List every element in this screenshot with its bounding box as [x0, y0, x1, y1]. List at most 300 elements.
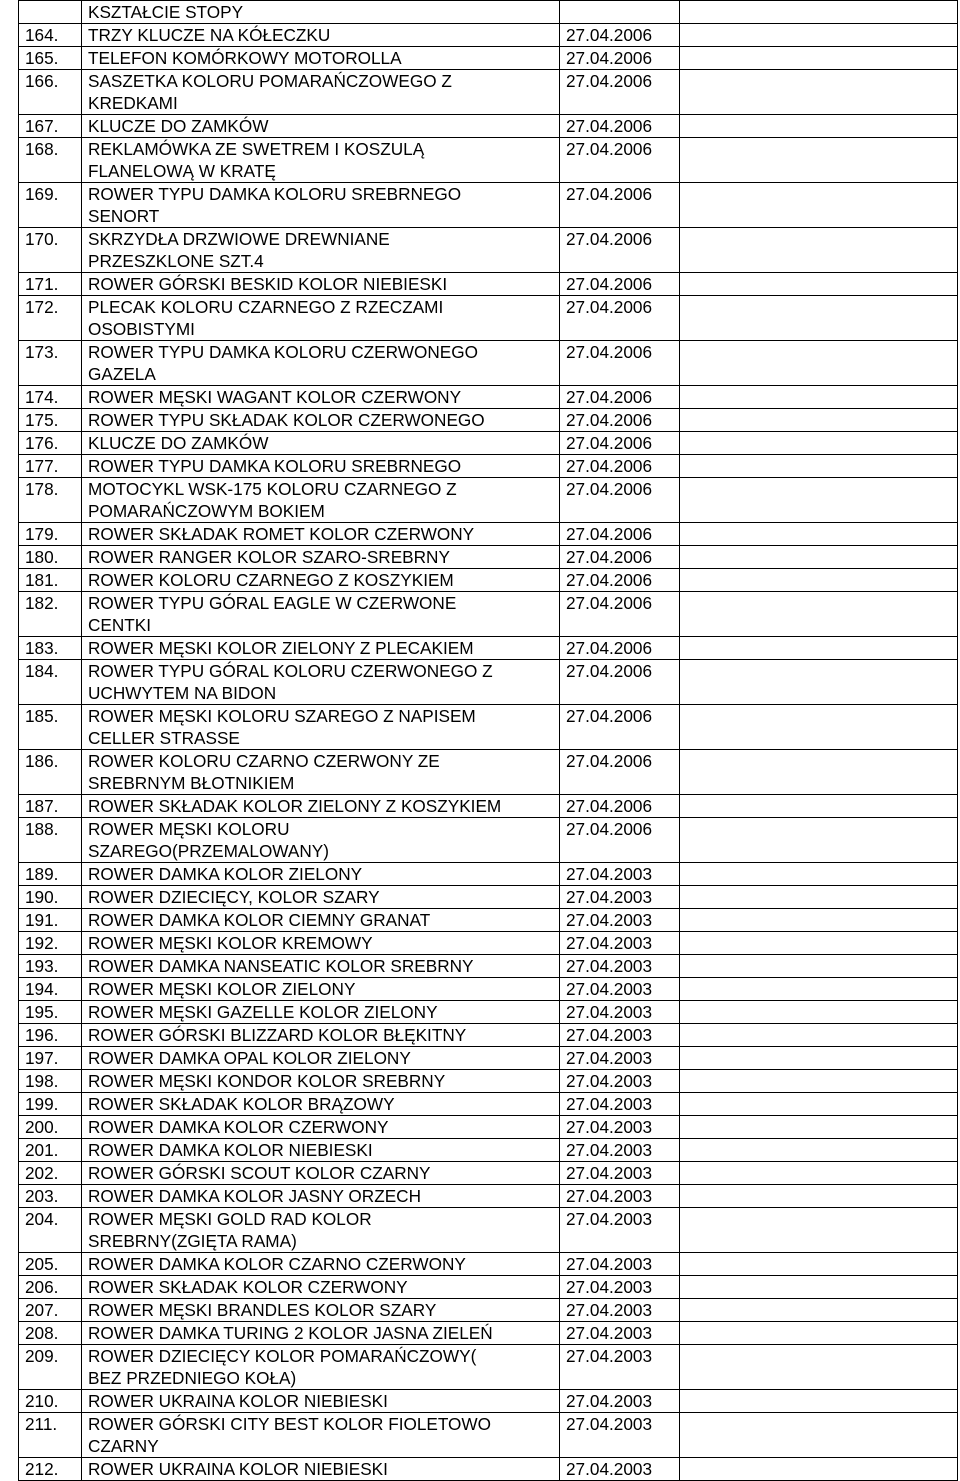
item-extra — [680, 273, 958, 296]
item-description — [82, 1162, 560, 1185]
table-row — [19, 455, 958, 478]
item-number: 170. — [19, 228, 82, 273]
item-description-line: ROWER TYPU DAMKA KOLORU SREBRNEGO — [88, 456, 462, 476]
item-extra — [680, 455, 958, 478]
table-row — [19, 978, 958, 1001]
item-date: 27.04.2006 — [560, 115, 680, 138]
item-description-line: ROWER GÓRSKI BLIZZARD KOLOR BŁĘKITNY — [88, 1025, 467, 1045]
item-date: 27.04.2006 — [560, 341, 680, 386]
item-date: 27.04.2006 — [560, 138, 680, 183]
item-extra — [680, 432, 958, 455]
item-description-line: GAZELA — [88, 364, 156, 384]
item-description — [82, 432, 560, 455]
item-description-line: ROWER GÓRSKI SCOUT KOLOR CZARNY — [88, 1163, 431, 1183]
item-number: 191. — [19, 909, 82, 932]
item-description-line: ROWER MĘSKI KOLORU SZAREGO Z NAPISEM — [88, 706, 476, 726]
table-row — [19, 1208, 958, 1253]
item-description — [82, 1322, 560, 1345]
item-description-line: ROWER GÓRSKI CITY BEST KOLOR FIOLETOWO — [88, 1414, 492, 1434]
table-row — [19, 569, 958, 592]
table-row — [19, 637, 958, 660]
item-number: 208. — [19, 1322, 82, 1345]
item-description-line: TRZY KLUCZE NA KÓŁECZKU — [88, 25, 331, 45]
item-number: 185. — [19, 705, 82, 750]
item-description — [82, 1093, 560, 1116]
table-row — [19, 955, 958, 978]
item-date: 27.04.2003 — [560, 1047, 680, 1070]
item-number: 179. — [19, 523, 82, 546]
item-extra — [680, 660, 958, 705]
item-description-line: POMARAŃCZOWYM BOKIEM — [88, 501, 325, 521]
item-number: 171. — [19, 273, 82, 296]
item-number: 180. — [19, 546, 82, 569]
item-extra — [680, 637, 958, 660]
table-row — [19, 1024, 958, 1047]
item-number: 196. — [19, 1024, 82, 1047]
item-description-line: ROWER DZIECIĘCY, KOLOR SZARY — [88, 887, 380, 907]
item-description-line: UCHWYTEM NA BIDON — [88, 683, 277, 703]
item-description — [82, 1345, 560, 1390]
item-number: 192. — [19, 932, 82, 955]
item-extra — [680, 478, 958, 523]
item-description-line: SREBRNY(ZGIĘTA RAMA) — [88, 1231, 297, 1251]
header-row — [19, 1, 958, 24]
item-description-line: CZARNY — [88, 1436, 159, 1456]
item-extra — [680, 932, 958, 955]
table-row — [19, 432, 958, 455]
item-description — [82, 455, 560, 478]
item-number: 177. — [19, 455, 82, 478]
item-number: 190. — [19, 886, 82, 909]
item-date: 27.04.2003 — [560, 1001, 680, 1024]
item-date: 27.04.2003 — [560, 1093, 680, 1116]
item-extra — [680, 409, 958, 432]
item-number: 211. — [19, 1413, 82, 1458]
item-date: 27.04.2003 — [560, 1322, 680, 1345]
item-number: 188. — [19, 818, 82, 863]
header-date-cell — [560, 1, 680, 24]
item-date: 27.04.2006 — [560, 70, 680, 115]
item-date: 27.04.2003 — [560, 1299, 680, 1322]
item-description-line: ROWER MĘSKI KOLORU — [88, 819, 290, 839]
item-number: 210. — [19, 1390, 82, 1413]
item-date: 27.04.2006 — [560, 432, 680, 455]
item-date: 27.04.2003 — [560, 886, 680, 909]
item-extra — [680, 955, 958, 978]
table-row — [19, 546, 958, 569]
item-description-line: KLUCZE DO ZAMKÓW — [88, 116, 269, 136]
item-description-line: ROWER TYPU DAMKA KOLORU SREBRNEGO — [88, 184, 462, 204]
item-description-line: PRZESZKLONE SZT.4 — [88, 251, 264, 271]
item-description — [82, 637, 560, 660]
table-row — [19, 1185, 958, 1208]
table-row — [19, 1070, 958, 1093]
item-extra — [680, 978, 958, 1001]
item-date: 27.04.2006 — [560, 660, 680, 705]
item-description — [82, 386, 560, 409]
item-description — [82, 932, 560, 955]
item-date: 27.04.2006 — [560, 592, 680, 637]
item-number: 178. — [19, 478, 82, 523]
item-extra — [680, 1253, 958, 1276]
item-extra — [680, 1458, 958, 1481]
item-extra — [680, 1390, 958, 1413]
item-number: 193. — [19, 955, 82, 978]
item-description-line: FLANELOWĄ W KRATĘ — [88, 161, 276, 181]
item-extra — [680, 341, 958, 386]
item-description — [82, 228, 560, 273]
item-extra — [680, 909, 958, 932]
item-date: 27.04.2003 — [560, 909, 680, 932]
item-date: 27.04.2003 — [560, 1185, 680, 1208]
table-row — [19, 705, 958, 750]
item-description-line: ROWER DAMKA TURING 2 KOLOR JASNA ZIELEŃ — [88, 1323, 493, 1343]
table-row — [19, 1390, 958, 1413]
item-description — [82, 1070, 560, 1093]
item-description — [82, 1458, 560, 1481]
table-row — [19, 1162, 958, 1185]
item-date: 27.04.2003 — [560, 1458, 680, 1481]
item-number: 202. — [19, 1162, 82, 1185]
item-description — [82, 273, 560, 296]
item-extra — [680, 1024, 958, 1047]
item-number: 207. — [19, 1299, 82, 1322]
item-description-line: ROWER KOLORU CZARNEGO Z KOSZYKIEM — [88, 570, 454, 590]
item-number: 172. — [19, 296, 82, 341]
item-date: 27.04.2006 — [560, 478, 680, 523]
item-date: 27.04.2003 — [560, 1413, 680, 1458]
item-number: 168. — [19, 138, 82, 183]
item-description-line: ROWER DAMKA KOLOR JASNY ORZECH — [88, 1186, 421, 1206]
item-description-line: ROWER TYPU DAMKA KOLORU CZERWONEGO — [88, 342, 478, 362]
item-date: 27.04.2006 — [560, 273, 680, 296]
item-extra — [680, 386, 958, 409]
item-description-line: PLECAK KOLORU CZARNEGO Z RZECZAMI — [88, 297, 444, 317]
item-description — [82, 1047, 560, 1070]
item-description — [82, 138, 560, 183]
item-description-line: ROWER RANGER KOLOR SZARO-SREBRNY — [88, 547, 450, 567]
table-row — [19, 1093, 958, 1116]
item-description — [82, 523, 560, 546]
item-description-line: SZAREGO(PRZEMALOWANY) — [88, 841, 329, 861]
item-date: 27.04.2003 — [560, 978, 680, 1001]
item-number: 189. — [19, 863, 82, 886]
item-description — [82, 795, 560, 818]
item-description — [82, 818, 560, 863]
item-extra — [680, 886, 958, 909]
item-description-line: ROWER TYPU GÓRAL KOLORU CZERWONEGO Z — [88, 661, 493, 681]
item-description-line: ROWER TYPU GÓRAL EAGLE W CZERWONE — [88, 593, 457, 613]
item-description-line: TELEFON KOMÓRKOWY MOTOROLLA — [88, 48, 402, 68]
item-number: 174. — [19, 386, 82, 409]
item-number: 173. — [19, 341, 82, 386]
table-row — [19, 1458, 958, 1481]
table-row — [19, 24, 958, 47]
item-description-line: ROWER DAMKA KOLOR ZIELONY — [88, 864, 363, 884]
item-description — [82, 1139, 560, 1162]
item-extra — [680, 1093, 958, 1116]
item-number: 183. — [19, 637, 82, 660]
item-description — [82, 24, 560, 47]
header-title-cell: KSZTAŁCIE STOPY — [82, 1, 560, 24]
items-table — [18, 0, 958, 1481]
item-number: 204. — [19, 1208, 82, 1253]
item-extra — [680, 1116, 958, 1139]
item-description — [82, 115, 560, 138]
table-row — [19, 1322, 958, 1345]
item-description — [82, 569, 560, 592]
item-number: 212. — [19, 1458, 82, 1481]
item-description-line: SENORT — [88, 206, 160, 226]
item-number: 164. — [19, 24, 82, 47]
item-description — [82, 863, 560, 886]
table-row — [19, 909, 958, 932]
table-row — [19, 1413, 958, 1458]
item-extra — [680, 1185, 958, 1208]
item-extra — [680, 546, 958, 569]
table-row — [19, 1345, 958, 1390]
item-description — [82, 660, 560, 705]
table-row — [19, 341, 958, 386]
item-description-line: ROWER MĘSKI KOLOR KREMOWY — [88, 933, 373, 953]
item-description-line: ROWER DZIECIĘCY KOLOR POMARAŃCZOWY( — [88, 1346, 477, 1366]
item-description — [82, 409, 560, 432]
item-date: 27.04.2003 — [560, 1390, 680, 1413]
item-extra — [680, 1322, 958, 1345]
item-extra — [680, 818, 958, 863]
item-description-line: ROWER UKRAINA KOLOR NIEBIESKI — [88, 1391, 388, 1411]
item-date: 27.04.2006 — [560, 705, 680, 750]
item-description-line: SKRZYDŁA DRZWIOWE DREWNIANE — [88, 229, 390, 249]
item-description-line: ROWER DAMKA KOLOR NIEBIESKI — [88, 1140, 373, 1160]
item-extra — [680, 115, 958, 138]
item-number: 201. — [19, 1139, 82, 1162]
item-number: 175. — [19, 409, 82, 432]
table-row — [19, 409, 958, 432]
header-extra-cell — [680, 1, 958, 24]
item-extra — [680, 569, 958, 592]
table-row — [19, 138, 958, 183]
item-description — [82, 978, 560, 1001]
item-extra — [680, 1276, 958, 1299]
item-description-line: ROWER GÓRSKI BESKID KOLOR NIEBIESKI — [88, 274, 448, 294]
item-description-line: CENTKI — [88, 615, 152, 635]
item-number: 184. — [19, 660, 82, 705]
item-date: 27.04.2006 — [560, 818, 680, 863]
item-description — [82, 478, 560, 523]
item-description — [82, 955, 560, 978]
item-date: 27.04.2006 — [560, 455, 680, 478]
item-extra — [680, 1070, 958, 1093]
item-description-line: SASZETKA KOLORU POMARAŃCZOWEGO Z — [88, 71, 452, 91]
item-date: 27.04.2006 — [560, 569, 680, 592]
item-extra — [680, 750, 958, 795]
table-row — [19, 1116, 958, 1139]
item-date: 27.04.2006 — [560, 546, 680, 569]
item-extra — [680, 1208, 958, 1253]
item-description-line: CELLER STRASSE — [88, 728, 240, 748]
item-description-line: ROWER UKRAINA KOLOR NIEBIESKI — [88, 1459, 388, 1479]
item-extra — [680, 47, 958, 70]
table-row — [19, 478, 958, 523]
table-row — [19, 386, 958, 409]
item-description-line: ROWER DAMKA KOLOR CIEMNY GRANAT — [88, 910, 431, 930]
item-date: 27.04.2006 — [560, 795, 680, 818]
item-date: 27.04.2003 — [560, 1208, 680, 1253]
item-extra — [680, 1413, 958, 1458]
item-date: 27.04.2006 — [560, 750, 680, 795]
item-description — [82, 546, 560, 569]
table-row — [19, 1299, 958, 1322]
table-row — [19, 1001, 958, 1024]
item-description-line: KREDKAMI — [88, 93, 178, 113]
item-description-line: ROWER SKŁADAK ROMET KOLOR CZERWONY — [88, 524, 475, 544]
table-row — [19, 183, 958, 228]
item-description — [82, 1299, 560, 1322]
item-description — [82, 909, 560, 932]
item-number: 182. — [19, 592, 82, 637]
table-row — [19, 228, 958, 273]
item-number: 166. — [19, 70, 82, 115]
item-description — [82, 1185, 560, 1208]
item-extra — [680, 1001, 958, 1024]
item-extra — [680, 1345, 958, 1390]
item-description-line: ROWER DAMKA OPAL KOLOR ZIELONY — [88, 1048, 411, 1068]
item-extra — [680, 795, 958, 818]
item-date: 27.04.2003 — [560, 1253, 680, 1276]
items-table-body — [19, 1, 958, 1481]
item-number: 181. — [19, 569, 82, 592]
item-date: 27.04.2006 — [560, 409, 680, 432]
item-description-line: ROWER MĘSKI KONDOR KOLOR SREBRNY — [88, 1071, 446, 1091]
item-description — [82, 1208, 560, 1253]
item-number: 167. — [19, 115, 82, 138]
item-extra — [680, 24, 958, 47]
item-number: 209. — [19, 1345, 82, 1390]
item-number: 165. — [19, 47, 82, 70]
item-description — [82, 70, 560, 115]
item-description — [82, 296, 560, 341]
item-number: 195. — [19, 1001, 82, 1024]
item-extra — [680, 863, 958, 886]
item-date: 27.04.2006 — [560, 24, 680, 47]
item-date: 27.04.2006 — [560, 228, 680, 273]
item-date: 27.04.2003 — [560, 1024, 680, 1047]
item-extra — [680, 592, 958, 637]
item-number: 200. — [19, 1116, 82, 1139]
item-description-line: ROWER MĘSKI GAZELLE KOLOR ZIELONY — [88, 1002, 438, 1022]
table-row — [19, 1047, 958, 1070]
item-description — [82, 1276, 560, 1299]
item-description-line: ROWER DAMKA NANSEATIC KOLOR SREBRNY — [88, 956, 474, 976]
item-date: 27.04.2003 — [560, 955, 680, 978]
item-date: 27.04.2003 — [560, 1116, 680, 1139]
header-num-cell — [19, 1, 82, 24]
item-description-line: ROWER DAMKA KOLOR CZERWONY — [88, 1117, 389, 1137]
item-date: 27.04.2003 — [560, 1070, 680, 1093]
item-date: 27.04.2006 — [560, 47, 680, 70]
item-number: 199. — [19, 1093, 82, 1116]
item-date: 27.04.2006 — [560, 637, 680, 660]
item-description-line: ROWER DAMKA KOLOR CZARNO CZERWONY — [88, 1254, 466, 1274]
item-description — [82, 1253, 560, 1276]
item-description — [82, 1001, 560, 1024]
item-description — [82, 183, 560, 228]
table-row — [19, 1139, 958, 1162]
table-row — [19, 795, 958, 818]
item-extra — [680, 523, 958, 546]
item-extra — [680, 1139, 958, 1162]
item-description-line: ROWER SKŁADAK KOLOR BRĄZOWY — [88, 1094, 395, 1114]
item-date: 27.04.2003 — [560, 1162, 680, 1185]
item-number: 169. — [19, 183, 82, 228]
item-description-line: ROWER KOLORU CZARNO CZERWONY ZE — [88, 751, 440, 771]
table-row — [19, 818, 958, 863]
item-description — [82, 1116, 560, 1139]
item-description — [82, 750, 560, 795]
item-description-line: SREBRNYM BŁOTNIKIEM — [88, 773, 295, 793]
item-extra — [680, 1047, 958, 1070]
item-description — [82, 1024, 560, 1047]
item-date: 27.04.2003 — [560, 863, 680, 886]
item-date: 27.04.2003 — [560, 1276, 680, 1299]
item-extra — [680, 183, 958, 228]
item-description — [82, 1413, 560, 1458]
item-number: 194. — [19, 978, 82, 1001]
table-row — [19, 523, 958, 546]
item-extra — [680, 70, 958, 115]
item-extra — [680, 1162, 958, 1185]
item-description-line: ROWER TYPU SKŁADAK KOLOR CZERWONEGO — [88, 410, 485, 430]
item-date: 27.04.2003 — [560, 932, 680, 955]
item-description — [82, 886, 560, 909]
table-row — [19, 750, 958, 795]
item-number: 187. — [19, 795, 82, 818]
item-date: 27.04.2006 — [560, 296, 680, 341]
item-extra — [680, 1299, 958, 1322]
table-row — [19, 660, 958, 705]
item-number: 198. — [19, 1070, 82, 1093]
item-description-line: MOTOCYKL WSK-175 KOLORU CZARNEGO Z — [88, 479, 457, 499]
item-extra — [680, 705, 958, 750]
item-extra — [680, 296, 958, 341]
item-number: 186. — [19, 750, 82, 795]
item-description-line: OSOBISTYMI — [88, 319, 195, 339]
item-date: 27.04.2003 — [560, 1345, 680, 1390]
item-description — [82, 705, 560, 750]
item-description-line: REKLAMÓWKA ZE SWETREM I KOSZULĄ — [88, 139, 425, 159]
table-row — [19, 932, 958, 955]
item-number: 176. — [19, 432, 82, 455]
item-description — [82, 1390, 560, 1413]
item-number: 206. — [19, 1276, 82, 1299]
table-row — [19, 592, 958, 637]
table-row — [19, 273, 958, 296]
table-row — [19, 1253, 958, 1276]
item-description-line: ROWER SKŁADAK KOLOR CZERWONY — [88, 1277, 408, 1297]
item-description — [82, 592, 560, 637]
item-number: 197. — [19, 1047, 82, 1070]
item-description-line: ROWER MĘSKI BRANDLES KOLOR SZARY — [88, 1300, 437, 1320]
item-number: 205. — [19, 1253, 82, 1276]
table-row — [19, 47, 958, 70]
item-extra — [680, 228, 958, 273]
item-description-line: ROWER MĘSKI WAGANT KOLOR CZERWONY — [88, 387, 462, 407]
item-description — [82, 341, 560, 386]
item-number: 203. — [19, 1185, 82, 1208]
item-description — [82, 47, 560, 70]
item-description-line: ROWER MĘSKI KOLOR ZIELONY — [88, 979, 356, 999]
